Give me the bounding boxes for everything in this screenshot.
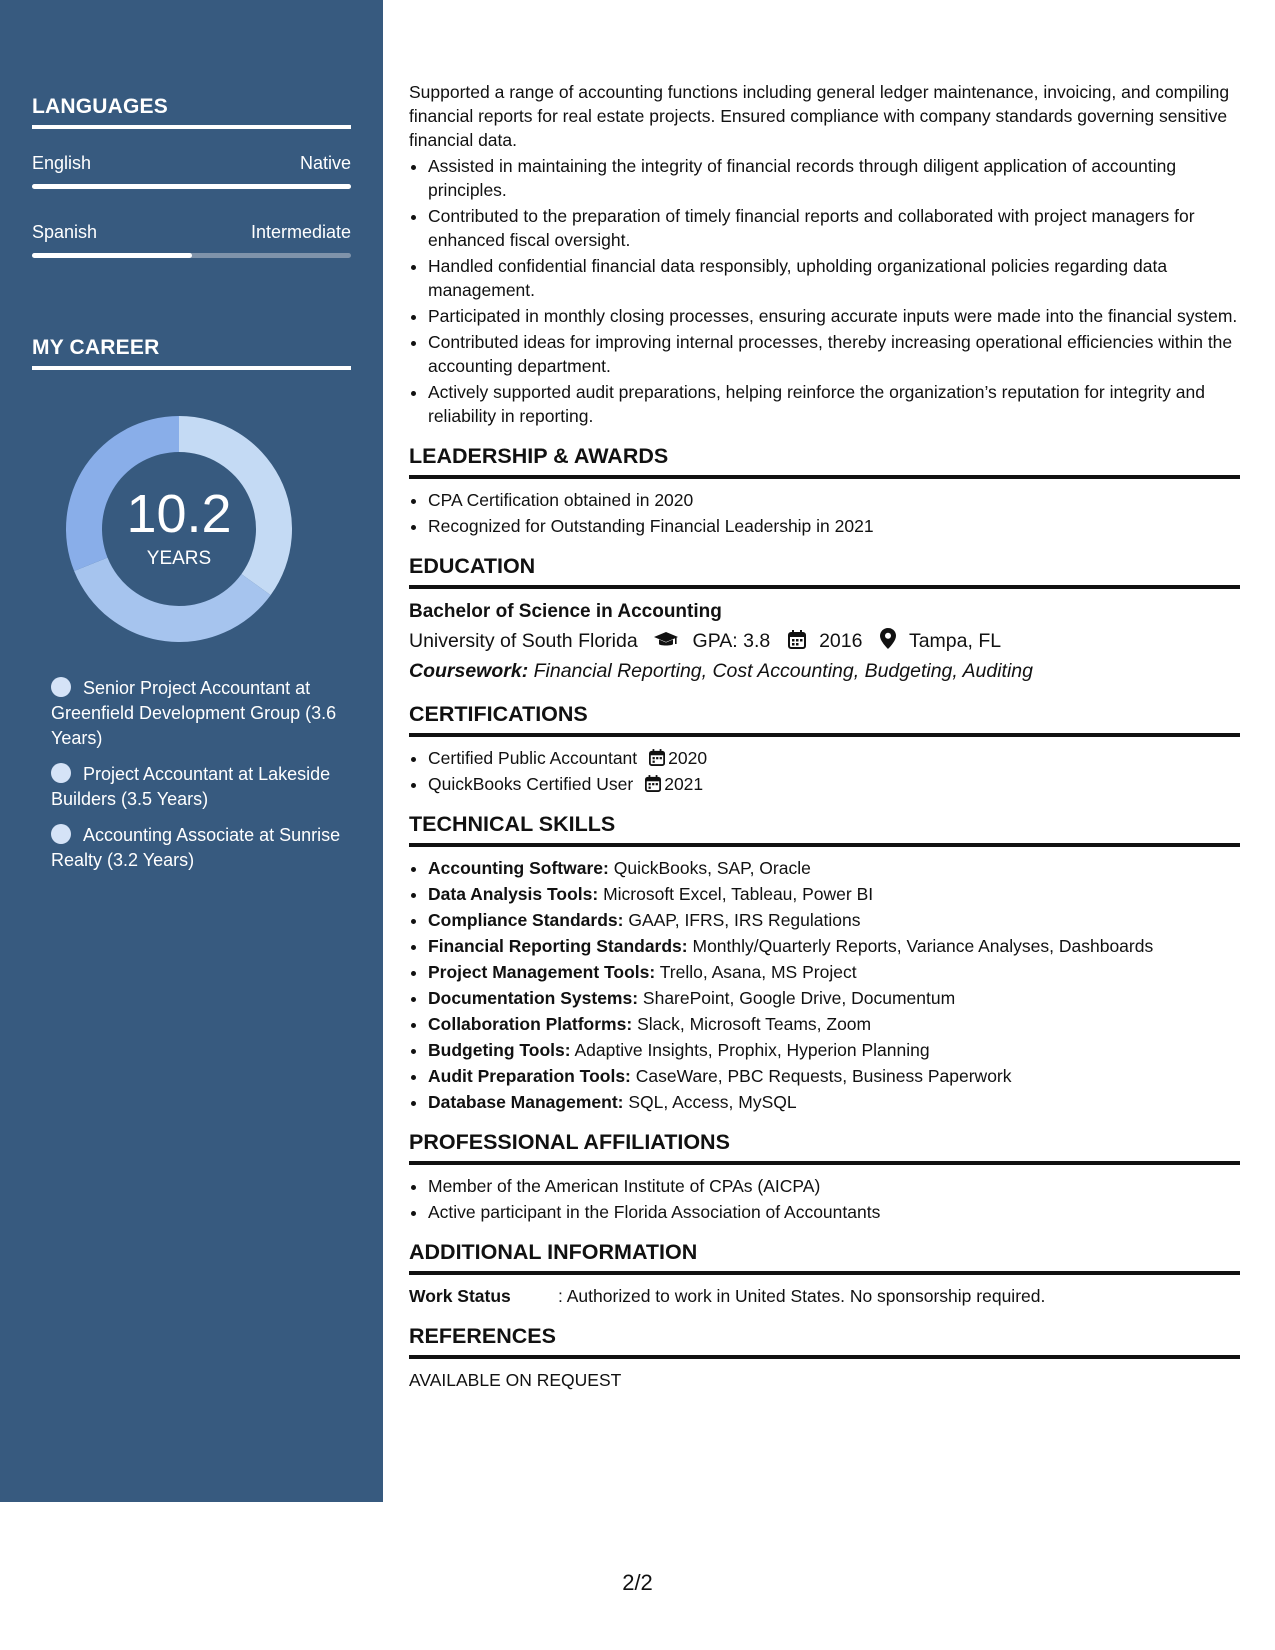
certification-year: 2021 (664, 774, 704, 794)
experience-bullet: • Contributed ideas for improving internal processes, thereby increasing operational efficiencies within the accounting department. (428, 330, 1240, 378)
skill-value: Adaptive Insights, Prophix, Hyperion Planning (574, 1040, 930, 1060)
calendar-icon (649, 749, 665, 766)
certification-name: QuickBooks Certified User (428, 774, 634, 794)
certification-item (428, 746, 1240, 770)
experience-bullet: • Assisted in maintaining the integrity of financial records through diligent application of accounting principles. (428, 154, 1240, 202)
skill-label: Financial Reporting Standards: (428, 936, 688, 956)
education-degree: Bachelor of Science in Accounting (409, 601, 722, 622)
skill-item (428, 908, 1240, 932)
skill-item (428, 1064, 1240, 1088)
skill-value: QuickBooks, SAP, Oracle (613, 858, 811, 878)
references-heading: REFERENCES (409, 1323, 1240, 1359)
language-row-english (32, 153, 351, 174)
affiliations-heading: PROFESSIONAL AFFILIATIONS (409, 1129, 1240, 1165)
leadership-heading: LEADERSHIP & AWARDS (409, 443, 1240, 479)
career-item-text: Project Accountant at Lakeside Builders (3.5 Years) (51, 764, 331, 809)
language-bar-fill (32, 253, 192, 258)
experience-bullet: • Handled confidential financial data responsibly, upholding organizational policies regarding data management. (428, 254, 1240, 302)
education-gpa: GPA: 3.8 (692, 630, 771, 652)
affiliations-list (409, 1174, 1240, 1224)
certification-year: 2020 (668, 748, 708, 768)
skill-item (428, 960, 1240, 984)
skill-item (428, 934, 1240, 958)
language-level: Native (299, 153, 351, 173)
education-heading: EDUCATION (409, 553, 1240, 589)
skill-label: Collaboration Platforms: (428, 1014, 633, 1034)
language-bar-english (32, 184, 351, 189)
skill-value: Microsoft Excel, Tableau, Power BI (603, 884, 874, 904)
career-item (51, 823, 341, 873)
career-item-text: Accounting Associate at Sunrise Realty (3.2 Years) (51, 825, 341, 870)
work-status-label: Work Status (409, 1286, 511, 1306)
education-location: Tampa, FL (908, 630, 1002, 652)
career-years-unit: YEARS (146, 548, 212, 569)
certifications-heading: CERTIFICATIONS (409, 701, 1240, 737)
leadership-item: • Recognized for Outstanding Financial Leadership in 2021 (428, 514, 1240, 538)
language-level: Intermediate (250, 222, 351, 242)
education-school: University of South Florida (409, 630, 638, 652)
education-details (409, 626, 1240, 656)
experience-bullets (409, 154, 1240, 428)
affiliation-item: • Active participant in the Florida Association of Accountants (428, 1200, 1240, 1224)
main-content (409, 80, 1240, 1392)
career-donut-center (66, 416, 292, 642)
experience-bullet: • Participated in monthly closing processes, ensuring accurate inputs were made into the financial system. (428, 304, 1240, 328)
leadership-list (409, 488, 1240, 538)
additional-info-heading: ADDITIONAL INFORMATION (409, 1239, 1240, 1275)
skill-item (428, 1090, 1240, 1114)
career-list (51, 676, 341, 884)
graduation-cap-icon (653, 631, 679, 649)
skill-value: Trello, Asana, MS Project (659, 962, 857, 982)
leadership-item: • CPA Certification obtained in 2020 (428, 488, 1240, 512)
skill-item (428, 882, 1240, 906)
skill-label: Project Management Tools: (428, 962, 656, 982)
career-item (51, 676, 341, 751)
page-number: 2/2 (622, 1570, 653, 1595)
skill-label: Documentation Systems: (428, 988, 639, 1008)
skill-label: Budgeting Tools: (428, 1040, 571, 1060)
coursework-value: Financial Reporting, Cost Accounting, Budgeting, Auditing (533, 660, 1033, 682)
education-coursework (409, 656, 1240, 686)
language-bar-spanish (32, 253, 351, 258)
skill-value: Monthly/Quarterly Reports, Variance Analyses, Dashboards (692, 936, 1154, 956)
language-bar-fill (32, 184, 351, 189)
career-heading: MY CAREER (32, 336, 351, 370)
skill-item (428, 1012, 1240, 1036)
career-dot-icon (51, 763, 71, 783)
sidebar (0, 0, 383, 1502)
language-name: English (32, 153, 92, 173)
skill-item (428, 1038, 1240, 1062)
language-row-spanish (32, 222, 351, 243)
career-item-text: Senior Project Accountant at Greenfield Development Group (3.6 Years) (51, 678, 337, 748)
career-donut-chart (66, 416, 292, 642)
coursework-label: Coursework: (409, 660, 529, 682)
skill-label: Compliance Standards: (428, 910, 624, 930)
skill-value: CaseWare, PBC Requests, Business Paperwork (635, 1066, 1012, 1086)
work-status-value: : Authorized to work in United States. No sponsorship required. (558, 1286, 1046, 1306)
work-status-row (409, 1284, 1240, 1308)
skill-value: SharePoint, Google Drive, Documentum (642, 988, 956, 1008)
skill-label: Data Analysis Tools: (428, 884, 599, 904)
education-year: 2016 (819, 630, 863, 652)
skill-label: Audit Preparation Tools: (428, 1066, 631, 1086)
career-dot-icon (51, 677, 71, 697)
career-dot-icon (51, 824, 71, 844)
experience-bullet: • Contributed to the preparation of timely financial reports and collaborated with project managers for enhanced fiscal oversight. (428, 204, 1240, 252)
references-text: AVAILABLE ON REQUEST (409, 1370, 622, 1390)
certifications-list (409, 746, 1240, 796)
location-pin-icon (880, 628, 896, 649)
skill-value: Slack, Microsoft Teams, Zoom (637, 1014, 872, 1034)
certification-item (428, 772, 1240, 796)
calendar-icon (788, 630, 806, 649)
certification-name: Certified Public Accountant (428, 748, 638, 768)
language-name: Spanish (32, 222, 98, 242)
experience-bullet: • Actively supported audit preparations, helping reinforce the organization’s reputation for integrity and reliability in reporting. (428, 380, 1240, 428)
experience-summary: Supported a range of accounting functions including general ledger maintenance, invoicing, and compiling financial reports for real estate projects. Ensured compliance with company standards governing sensitive financial data. (409, 82, 1230, 150)
skill-label: Accounting Software: (428, 858, 609, 878)
career-item (51, 762, 341, 812)
skill-item (428, 856, 1240, 880)
skill-label: Database Management: (428, 1092, 624, 1112)
calendar-icon (645, 775, 661, 792)
career-total-years: 10.2 (126, 484, 232, 544)
languages-heading: LANGUAGES (32, 95, 351, 129)
skill-item (428, 986, 1240, 1010)
skill-value: SQL, Access, MySQL (628, 1092, 797, 1112)
skill-value: GAAP, IFRS, IRS Regulations (628, 910, 861, 930)
skills-list (409, 856, 1240, 1114)
affiliation-item: • Member of the American Institute of CPAs (AICPA) (428, 1174, 1240, 1198)
skills-heading: TECHNICAL SKILLS (409, 811, 1240, 847)
